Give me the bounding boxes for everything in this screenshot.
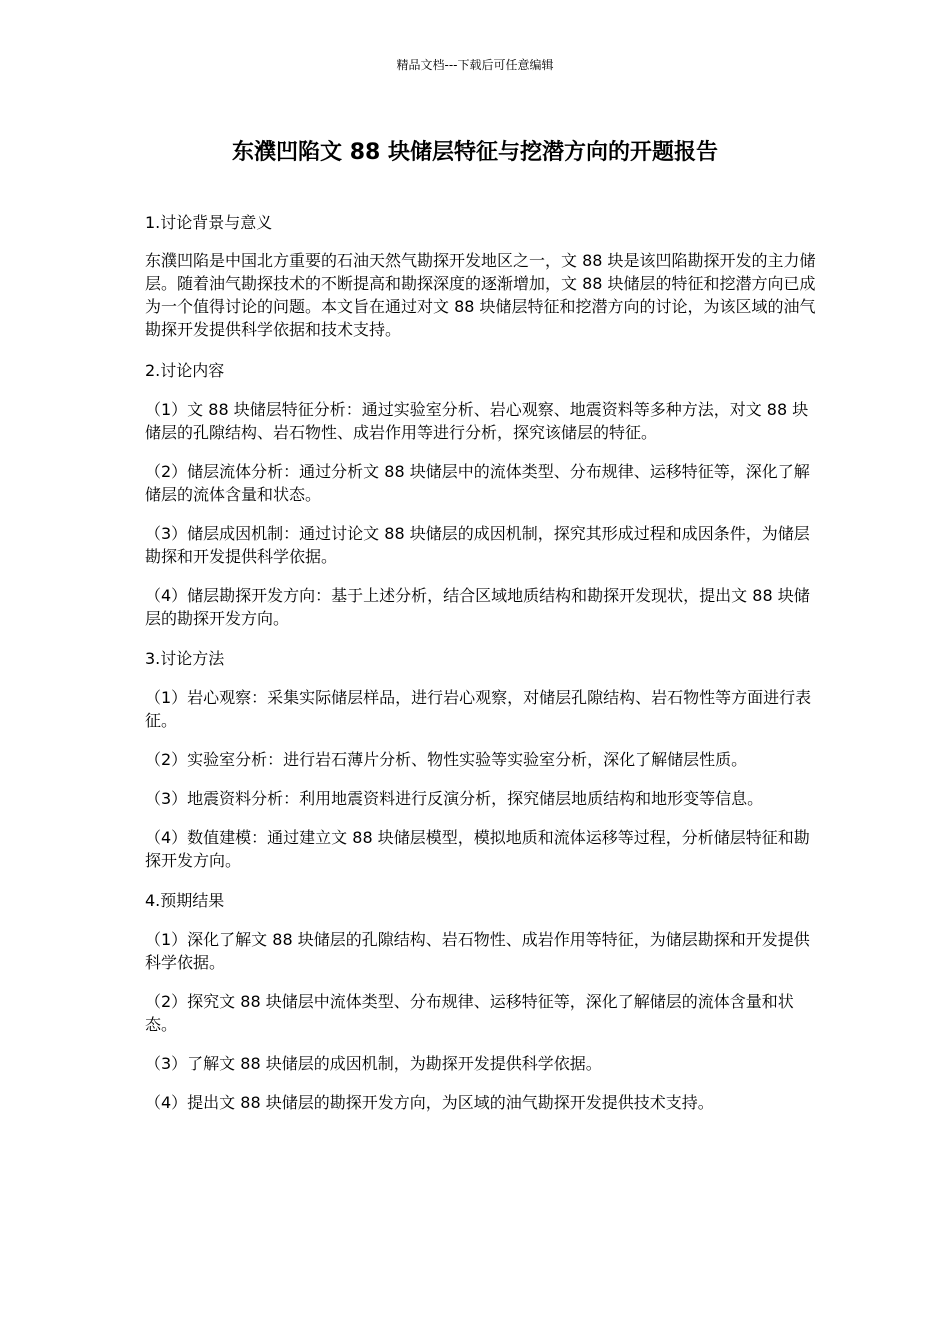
document-title: 东濮凹陷文 88 块储层特征与挖潜方向的开题报告 xyxy=(232,140,718,165)
section-3-heading: 3.讨论方法 xyxy=(145,649,225,668)
section-4-item-2: （2）探究文 88 块储层中流体类型、分布规律、运移特征等，深化了解储层的流体含量和状态。 xyxy=(145,992,794,1034)
header-note: 精品文档---下载后可任意编辑 xyxy=(396,58,554,72)
section-2-item-4: （4）储层勘探开发方向：基于上述分析，结合区域地质结构和勘探开发现状，提出文 88 块储层的勘探开发方向。 xyxy=(145,586,810,628)
section-3-item-3: （3）地震资料分析：利用地震资料进行反演分析，探究储层地质结构和地形变等信息。 xyxy=(145,789,764,808)
section-4-item-1: （1）深化了解文 88 块储层的孔隙结构、岩石物性、成岩作用等特征，为储层勘探和开发提供科学依据。 xyxy=(145,930,810,972)
section-3-item-1: （1）岩心观察：采集实际储层样品，进行岩心观察，对储层孔隙结构、岩石物性等方面进行表征。 xyxy=(145,688,812,730)
section-4-item-3: （3）了解文 88 块储层的成因机制，为勘探开发提供科学依据。 xyxy=(145,1054,602,1073)
section-2-heading: 2.讨论内容 xyxy=(145,361,225,380)
section-1-heading: 1.讨论背景与意义 xyxy=(145,213,273,232)
section-3-item-4: （4）数值建模：通过建立文 88 块储层模型，模拟地质和流体运移等过程，分析储层特征和勘探开发方向。 xyxy=(145,828,810,870)
section-1-paragraph-1: 东濮凹陷是中国北方重要的石油天然气勘探开发地区之一，文 88 块是该凹陷勘探开发的主力储层。随着油气勘探技术的不断提高和勘探深度的逐渐增加，文 88 块储层的特征和挖潜方向已成为一个值得讨论的问题。本文旨在通过对文 88 块储层特征和挖潜方向的讨论，为该区域的油气勘探开发提供科学依据和技术支持。 xyxy=(145,251,816,339)
section-2-item-2: （2）储层流体分析：通过分析文 88 块储层中的流体类型、分布规律、运移特征等，深化了解储层的流体含量和状态。 xyxy=(145,462,810,504)
section-2-item-3: （3）储层成因机制：通过讨论文 88 块储层的成因机制，探究其形成过程和成因条件，为储层勘探和开发提供科学依据。 xyxy=(145,524,810,566)
section-4-item-4: （4）提出文 88 块储层的勘探开发方向，为区域的油气勘探开发提供技术支持。 xyxy=(145,1093,714,1112)
section-4-heading: 4.预期结果 xyxy=(145,891,225,910)
section-2-item-1: （1）文 88 块储层特征分析：通过实验室分析、岩心观察、地震资料等多种方法，对文 88 块储层的孔隙结构、岩石物性、成岩作用等进行分析，探究该储层的特征。 xyxy=(145,400,809,442)
section-3-item-2: （2）实验室分析：进行岩石薄片分析、物性实验等实验室分析，深化了解储层性质。 xyxy=(145,750,748,769)
